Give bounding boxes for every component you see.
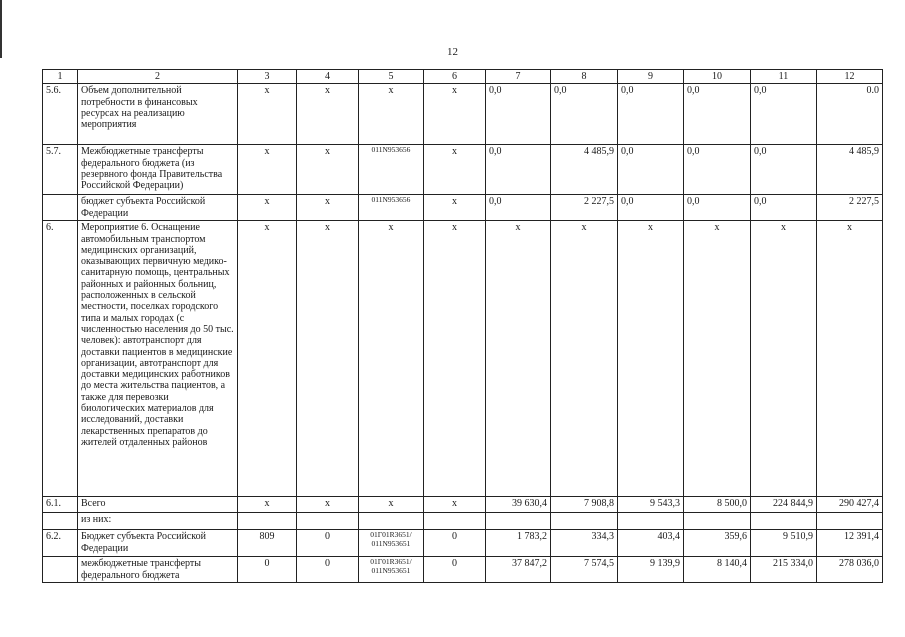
table-row: [43, 513, 883, 530]
column-header: 6: [424, 70, 486, 84]
table-row: [43, 84, 883, 145]
row-number: 6.: [43, 221, 78, 497]
cell-col12: [817, 513, 883, 530]
cell-col12: 278 036,0: [817, 557, 883, 583]
row-name: Бюджет субъекта Российской Федерации: [78, 530, 238, 557]
cell-col10: 359,6: [684, 530, 751, 557]
cell-col10: 0,0: [684, 195, 751, 221]
cell-col11: 0,0: [751, 195, 817, 221]
cell-col12: 4 485,9: [817, 145, 883, 195]
cell-col7: 1 783,2: [486, 530, 551, 557]
column-header: 2: [78, 70, 238, 84]
table-row: [43, 195, 883, 221]
cell-col9: x: [618, 221, 684, 497]
row-name: из них:: [78, 513, 238, 530]
cell-col9: [618, 513, 684, 530]
cell-col4: x: [297, 497, 359, 513]
cell-col9: 0,0: [618, 195, 684, 221]
row-number: 5.7.: [43, 145, 78, 195]
cell-col7: [486, 513, 551, 530]
cell-col4: x: [297, 84, 359, 145]
cell-col9: 9 543,3: [618, 497, 684, 513]
column-header: 10: [684, 70, 751, 84]
cell-col10: 8 140,4: [684, 557, 751, 583]
cell-col7: 0,0: [486, 84, 551, 145]
cell-col3: x: [238, 145, 297, 195]
cell-col12: 0.0: [817, 84, 883, 145]
cell-col11: 224 844,9: [751, 497, 817, 513]
cell-col5: x: [359, 84, 424, 145]
cell-col6: x: [424, 221, 486, 497]
cell-col3: 0: [238, 557, 297, 583]
cell-col8: 7 908,8: [551, 497, 618, 513]
row-number: [43, 513, 78, 530]
cell-col6: x: [424, 84, 486, 145]
column-header: 12: [817, 70, 883, 84]
cell-col4: 0: [297, 530, 359, 557]
budget-table: [42, 69, 883, 583]
cell-col11: [751, 513, 817, 530]
cell-col7: 37 847,2: [486, 557, 551, 583]
row-number: [43, 557, 78, 583]
cell-col12: 2 227,5: [817, 195, 883, 221]
row-number: 6.1.: [43, 497, 78, 513]
cell-col4: x: [297, 221, 359, 497]
cell-col9: 403,4: [618, 530, 684, 557]
cell-col5-code: 011N953656: [359, 195, 424, 221]
cell-col5-code: 01Г01R3651/ 011N953651: [359, 530, 424, 557]
cell-col11: 0,0: [751, 145, 817, 195]
cell-col6: x: [424, 195, 486, 221]
cell-col4: x: [297, 195, 359, 221]
column-header: 11: [751, 70, 817, 84]
cell-col7: x: [486, 221, 551, 497]
cell-col9: 9 139,9: [618, 557, 684, 583]
cell-col3: x: [238, 497, 297, 513]
row-name: бюджет субъекта Российской Федерации: [78, 195, 238, 221]
row-name: Всего: [78, 497, 238, 513]
cell-col8: 334,3: [551, 530, 618, 557]
cell-col12: 290 427,4: [817, 497, 883, 513]
column-header: 7: [486, 70, 551, 84]
header-row: [43, 70, 883, 84]
cell-col8: 7 574,5: [551, 557, 618, 583]
table-row: [43, 530, 883, 557]
cell-col11: x: [751, 221, 817, 497]
cell-col10: 0,0: [684, 84, 751, 145]
cell-col5-code: 011N953656: [359, 145, 424, 195]
cell-col3: x: [238, 221, 297, 497]
cell-col5: [359, 513, 424, 530]
cell-col9: 0,0: [618, 145, 684, 195]
cell-col3: 809: [238, 530, 297, 557]
row-name: межбюджетные трансферты федерального бюджета: [78, 557, 238, 583]
cell-col6: x: [424, 145, 486, 195]
cell-col10: 0,0: [684, 145, 751, 195]
page-number: 12: [447, 46, 458, 58]
row-name: Объем дополнительной потребности в финансовых ресурсах на реализацию мероприятия: [78, 84, 238, 145]
cell-col10: x: [684, 221, 751, 497]
cell-col4: x: [297, 145, 359, 195]
column-header: 1: [43, 70, 78, 84]
table-row: [43, 145, 883, 195]
table-row: [43, 557, 883, 583]
table-row: [43, 497, 883, 513]
cell-col8: 0,0: [551, 84, 618, 145]
cell-col4: 0: [297, 557, 359, 583]
cell-col8: 2 227,5: [551, 195, 618, 221]
cell-col10: 8 500,0: [684, 497, 751, 513]
row-name: Мероприятие 6. Оснащение автомобильным транспортом медицинских организаций, оказывающих первичную медико-санитарную помощь, центральных районных и районных больниц, расположенных в сельской местности, поселках городского типа и малых городах (с численностью населения до 50 тыс. человек): автотранспорт для доставки пациентов в медицинские организации, автотранспорт для доставки медицинских работников до места жительства пациентов, а также для перевозки биологических материалов для исследований, доставки лекарственных препаратов до жителей отдаленных районов: [78, 221, 238, 497]
cell-col11: 9 510,9: [751, 530, 817, 557]
cell-col3: x: [238, 84, 297, 145]
cell-col5: x: [359, 497, 424, 513]
row-number: 5.6.: [43, 84, 78, 145]
row-name: Межбюджетные трансферты федерального бюджета (из резервного фонда Правительства Российской Федерации): [78, 145, 238, 195]
cell-col6: [424, 513, 486, 530]
cell-col12: 12 391,4: [817, 530, 883, 557]
column-header: 5: [359, 70, 424, 84]
row-number: 6.2.: [43, 530, 78, 557]
table-row: [43, 221, 883, 497]
cell-col3: [238, 513, 297, 530]
column-header: 4: [297, 70, 359, 84]
cell-col6: 0: [424, 557, 486, 583]
cell-col5-code: 01Г01R3651/ 011N953651: [359, 557, 424, 583]
cell-col12: x: [817, 221, 883, 497]
cell-col4: [297, 513, 359, 530]
cell-col7: 0,0: [486, 195, 551, 221]
cell-col11: 215 334,0: [751, 557, 817, 583]
cell-col6: x: [424, 497, 486, 513]
cell-col7: 0,0: [486, 145, 551, 195]
cell-col3: x: [238, 195, 297, 221]
column-header: 9: [618, 70, 684, 84]
cell-col11: 0,0: [751, 84, 817, 145]
cell-col10: [684, 513, 751, 530]
cell-col9: 0,0: [618, 84, 684, 145]
cell-col6: 0: [424, 530, 486, 557]
column-header: 8: [551, 70, 618, 84]
cell-col7: 39 630,4: [486, 497, 551, 513]
cell-col8: [551, 513, 618, 530]
row-number: [43, 195, 78, 221]
column-header: 3: [238, 70, 297, 84]
cell-col5: x: [359, 221, 424, 497]
cell-col8: x: [551, 221, 618, 497]
cell-col8: 4 485,9: [551, 145, 618, 195]
